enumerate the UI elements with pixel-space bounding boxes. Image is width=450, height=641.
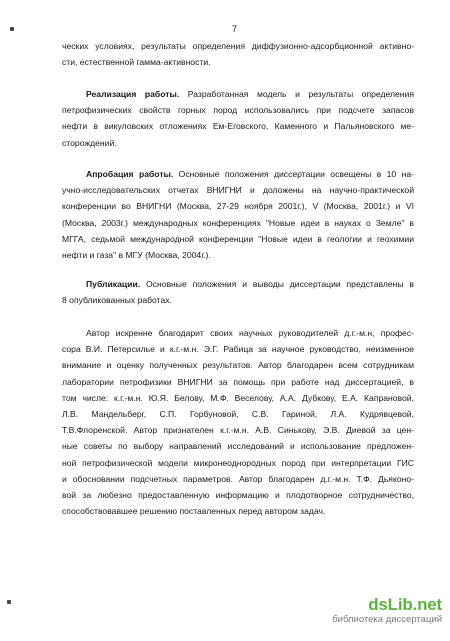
paragraph-acknowledgements	[62, 325, 414, 519]
text-line: сторождений.	[62, 137, 117, 148]
text-line: лаборатории петрофизики ВНИГНИ за помощь при работе над диссертацией, в	[62, 376, 414, 387]
section-heading: Апробация работы.	[86, 169, 174, 179]
paragraph-continuation	[62, 38, 414, 70]
text-fragment: Разработанная модель и результаты определения	[179, 89, 414, 99]
scan-mark	[7, 600, 11, 604]
text-fragment: Основные положения и выводы диссертации представлены в	[140, 279, 414, 289]
text-line	[62, 86, 414, 102]
text-line: Автор искренне благодарит своих научных руководителей д.г.-м.н, профес-	[86, 328, 414, 338]
text-line	[62, 276, 414, 292]
paragraph-publications	[62, 276, 414, 308]
text-line: нефти в викуловских отложениях Ем-Еговского, Каменного и Пальяновского ме-	[62, 121, 414, 132]
text-line: (Москва, 2003г.) международных конференциях "Новые идеи в науках о Земле" в	[62, 217, 414, 228]
paragraph-implementation	[62, 86, 414, 151]
text-line: вой за любезно предоставленную информацию и плодотворное сотрудничество,	[62, 490, 414, 501]
text-line: внимание и оценку полученных результатов. Автор благодарен всем сотрудникам	[62, 360, 414, 371]
text-line: петрофизических свойств горных пород использовались при подсчете запасов	[62, 105, 414, 116]
text-line: и обосновании подсчетных параметров. Автор благодарен д.г.-м.н. Т.Ф. Дьяконо-	[62, 473, 414, 484]
watermark-logo: dsLib.net	[368, 595, 442, 614]
text-line: способствовавшее решению поставленных перед автором задач.	[62, 506, 326, 517]
text-line: сти, естественной гамма-активности.	[62, 57, 211, 68]
text-line: МГГА, седьмой международной конференции "Новые идеи в геологии и геохимии	[62, 233, 414, 244]
text-line: конференции во ВНИГНИ (Москва, 27-29 ноября 2001г.), V (Москва, 2001г.) и VI	[62, 201, 414, 212]
text-line: нефти и газа" в МГУ (Москва, 2004г.).	[62, 250, 211, 261]
text-line: Т.В.Флоренской. Автор признателен к.г.-м.н. А.В. Синькову, Э.В. Диевой за цен-	[62, 425, 414, 436]
text-line: сора В.И. Петерсилье и к.г.-м.н. Э.Г. Рабица за научное руководство, неизменное	[62, 344, 414, 355]
text-line: ные советы по выбору направлений исследований и использование предложен-	[62, 441, 414, 452]
section-heading: Публикации.	[86, 279, 141, 289]
text-line: учно-исследовательских отчетах ВНИГНИ и доложены на научно-практической	[62, 185, 414, 196]
scan-mark	[10, 27, 14, 31]
text-line: том числе: к.г.-м.н. Ю.Я. Белову, М.Ф. Веселову, А.А. Дубкову, Е.А. Капрановой,	[62, 392, 414, 403]
dslib-watermark	[330, 596, 442, 632]
text-line: ческих условиях, результаты определения диффузионно-адсорбционной активно-	[62, 41, 414, 51]
text-line: Л.В. Мандельберг, С.П. Горбуновой, С.В. Гариной, Л.А. Кудрявцевой,	[62, 409, 414, 420]
text-fragment: Основные положения диссертации освещены в 10 на-	[173, 169, 414, 179]
watermark-tagline: библиотека диссертаций	[332, 614, 442, 625]
text-line: ной петрофизической модели микронеоднородных пород при интерпретации ГИС	[62, 457, 414, 468]
section-heading: Реализация работы.	[86, 89, 180, 99]
page-number: 7	[232, 24, 238, 34]
paragraph-approbation	[62, 166, 414, 263]
text-line: 8 опубликованных работах.	[62, 295, 172, 306]
text-line	[62, 166, 414, 182]
